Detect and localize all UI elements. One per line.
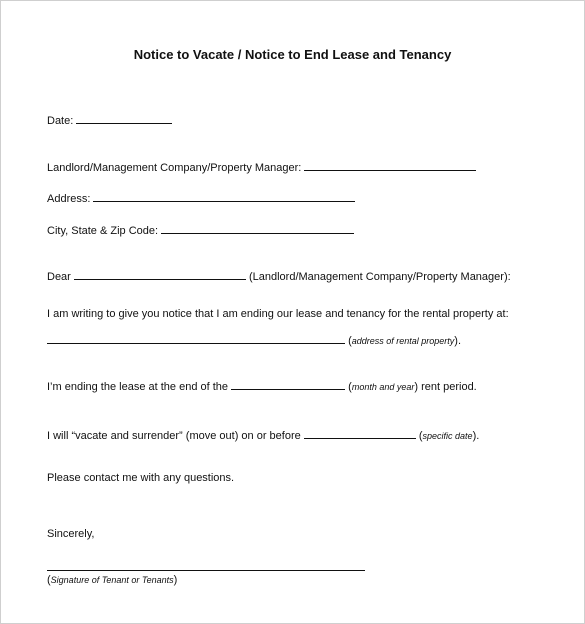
vacate-note: specific date	[422, 431, 473, 441]
city-label: City, State & Zip Code:	[47, 225, 159, 237]
intro-text: I am writing to give you notice that I am ending our lease and tenancy for the rental property at:	[47, 308, 509, 320]
landlord-blank[interactable]	[304, 159, 476, 171]
lease-end-line	[47, 378, 477, 393]
vacate-date-blank[interactable]	[304, 427, 416, 439]
document-title: Notice to Vacate / Notice to End Lease and Tenancy	[133, 47, 452, 62]
address-blank[interactable]	[93, 190, 355, 202]
lease-end-note: month and year	[351, 382, 415, 392]
property-note-close: ).	[454, 335, 462, 347]
date-line	[47, 112, 172, 127]
contact-text: Please contact me with any questions.	[47, 472, 235, 484]
property-blank[interactable]	[47, 332, 345, 344]
lease-end-note-open: (	[348, 381, 352, 393]
vacate-note-open: (	[418, 430, 423, 442]
lease-end-blank[interactable]	[231, 378, 345, 390]
signature-caption	[47, 574, 177, 586]
date-label: Date:	[47, 115, 74, 127]
property-note-open: (	[348, 335, 352, 347]
landlord-line	[47, 159, 476, 174]
signature-blank[interactable]	[47, 570, 365, 571]
vacate-prefix: I will “vacate and surrender” (move out) on or before	[47, 430, 301, 442]
salutation-line	[47, 268, 511, 283]
lease-end-note-close: ) rent period.	[414, 381, 477, 393]
date-blank[interactable]	[76, 112, 172, 124]
landlord-name-blank[interactable]	[74, 268, 246, 280]
landlord-label: Landlord/Management Company/Property Manager:	[47, 162, 302, 174]
city-blank[interactable]	[161, 222, 354, 234]
vacate-line	[47, 427, 479, 442]
signature-note-close: )	[173, 574, 178, 586]
address-line	[47, 190, 355, 205]
salutation-suffix: (Landlord/Management Company/Property Manager):	[248, 271, 511, 283]
signature-note-open: (	[47, 574, 51, 586]
city-line	[47, 222, 354, 237]
lease-end-prefix: I’m ending the lease at the end of the	[47, 381, 229, 393]
address-label: Address:	[47, 193, 91, 205]
closing-text: Sincerely,	[47, 528, 95, 540]
salutation-prefix: Dear	[47, 271, 71, 283]
signature-note: Signature of Tenant or Tenants	[50, 575, 174, 585]
vacate-note-close: ).	[472, 430, 480, 442]
property-note: address of rental property	[351, 336, 455, 346]
property-line	[47, 332, 461, 347]
